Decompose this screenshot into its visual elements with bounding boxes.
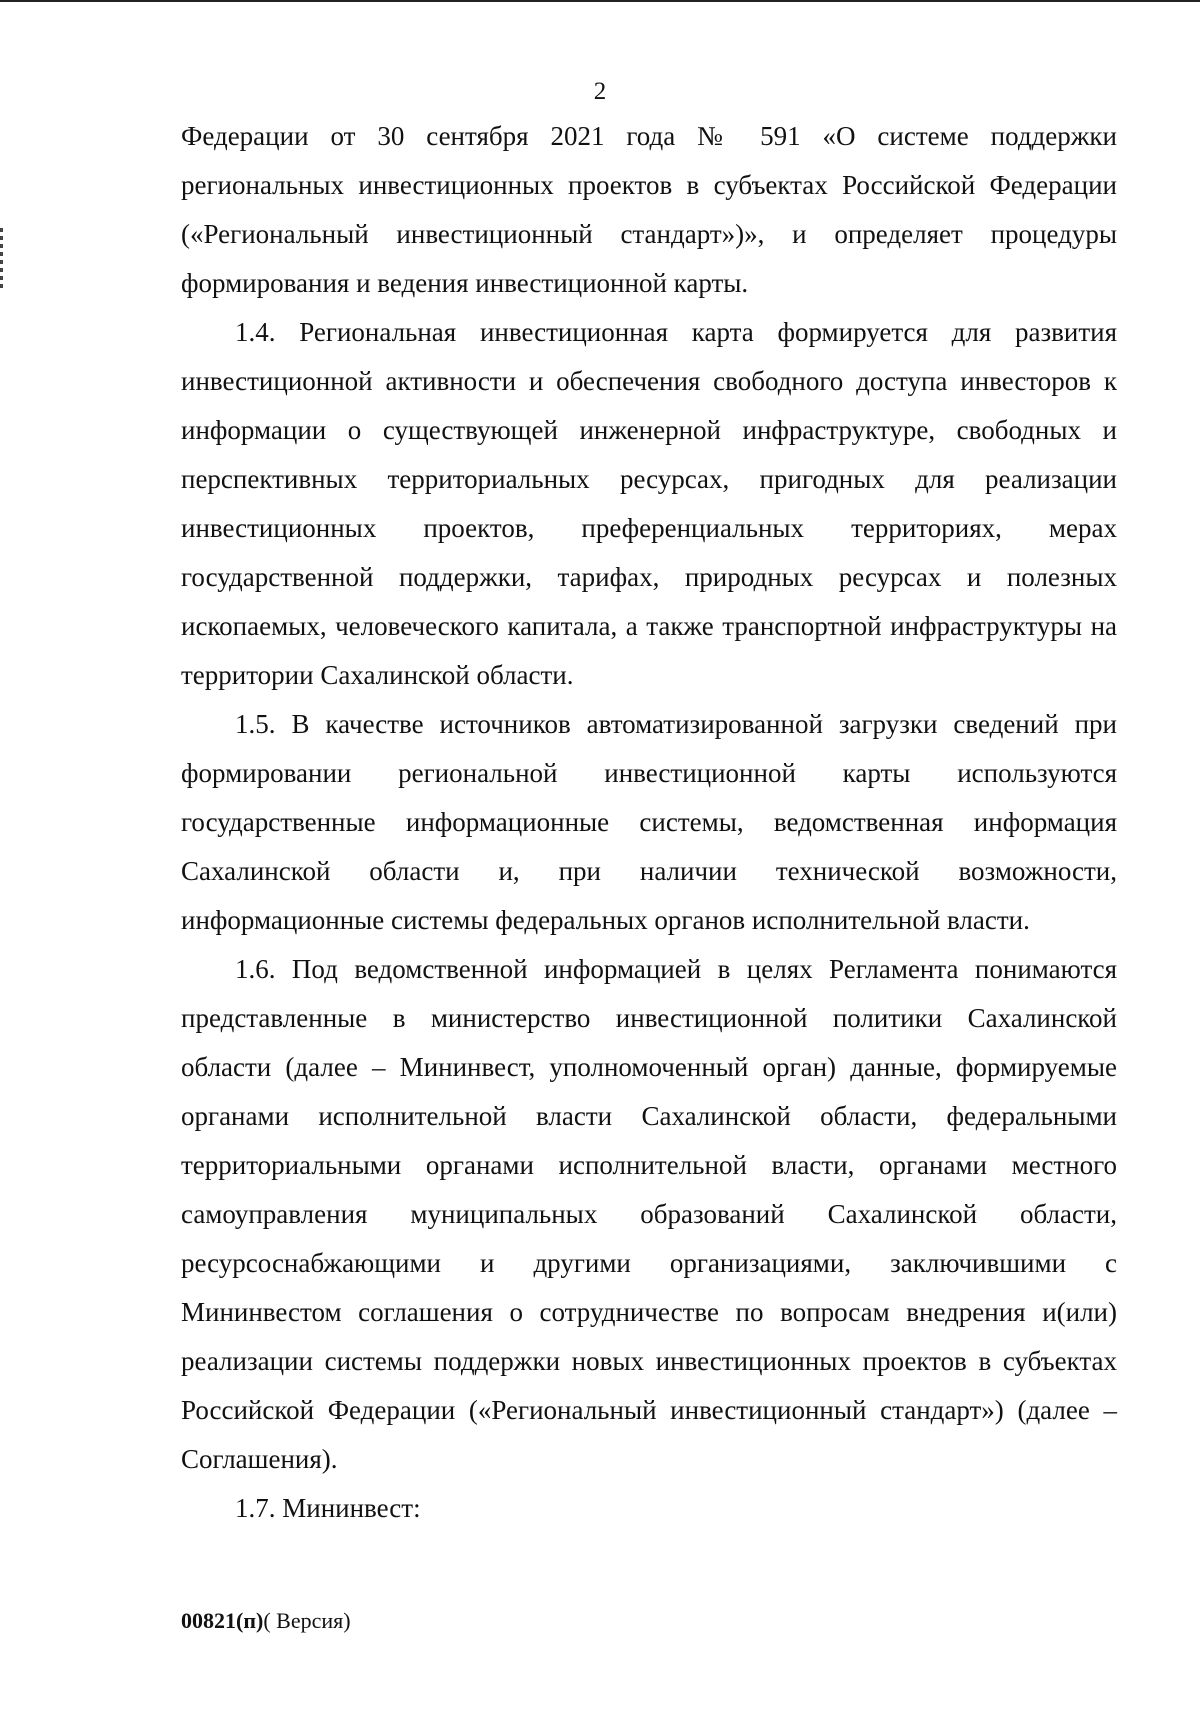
document-version: ( Версия) (263, 1608, 351, 1633)
paragraph-continuation: Федерации от 30 сентября 2021 года № 591 «О системе поддержки региональных инвестиционных проектов в субъектах Российской Федерации («Региональный инвестиционный стандарт»)», и определяет процедуры формирования и ведения инвестиционной карты. (181, 121, 1117, 298)
document-body (181, 112, 1117, 1533)
paragraph-1-4: 1.4. Региональная инвестиционная карта формируется для развития инвестиционной активности и обеспечения свободного доступа инвесторов к информации о существующей инженерной инфраструктуре, свободных и перспективных территориальных ресурсах, пригодных для реализации инвестиционных проектов, преференциальных территориях, мерах государственной поддержки, тарифах, природных ресурсах и полезных ископаемых, человеческого капитала, а также транспортной инфраструктуры на территории Сахалинской области. (181, 317, 1117, 690)
paragraph-1-6: 1.6. Под ведомственной информацией в целях Регламента понимаются представленные в министерство инвестиционной политики Сахалинской области (далее – Мининвест, уполномоченный орган) данные, формируемые органами исполнительной власти Сахалинской области, федеральными территориальными органами исполнительной власти, органами местного самоуправления муниципальных образований Сахалинской области, ресурсоснабжающими и другими организациями, заключившими с Мининвестом соглашения о сотрудничестве по вопросам внедрения и(или) реализации системы поддержки новых инвестиционных проектов в субъектах Российской Федерации («Региональный инвестиционный стандарт») (далее – Соглашения). (181, 954, 1117, 1474)
page-number: 2 (593, 78, 607, 105)
footer-document-code (181, 1606, 351, 1636)
scan-edge-mark (0, 228, 3, 290)
paragraph-1-7: 1.7. Мининвест: (235, 1493, 421, 1523)
paragraph-1-5: 1.5. В качестве источников автоматизированной загрузки сведений при формировании региональной инвестиционной карты используются государственные информационные системы, ведомственная информация Сахалинской области и, при наличии технической возможности, информационные системы федеральных органов исполнительной власти. (181, 709, 1117, 935)
page-top-border (0, 0, 1200, 2)
document-code: 00821(п) (181, 1608, 264, 1633)
